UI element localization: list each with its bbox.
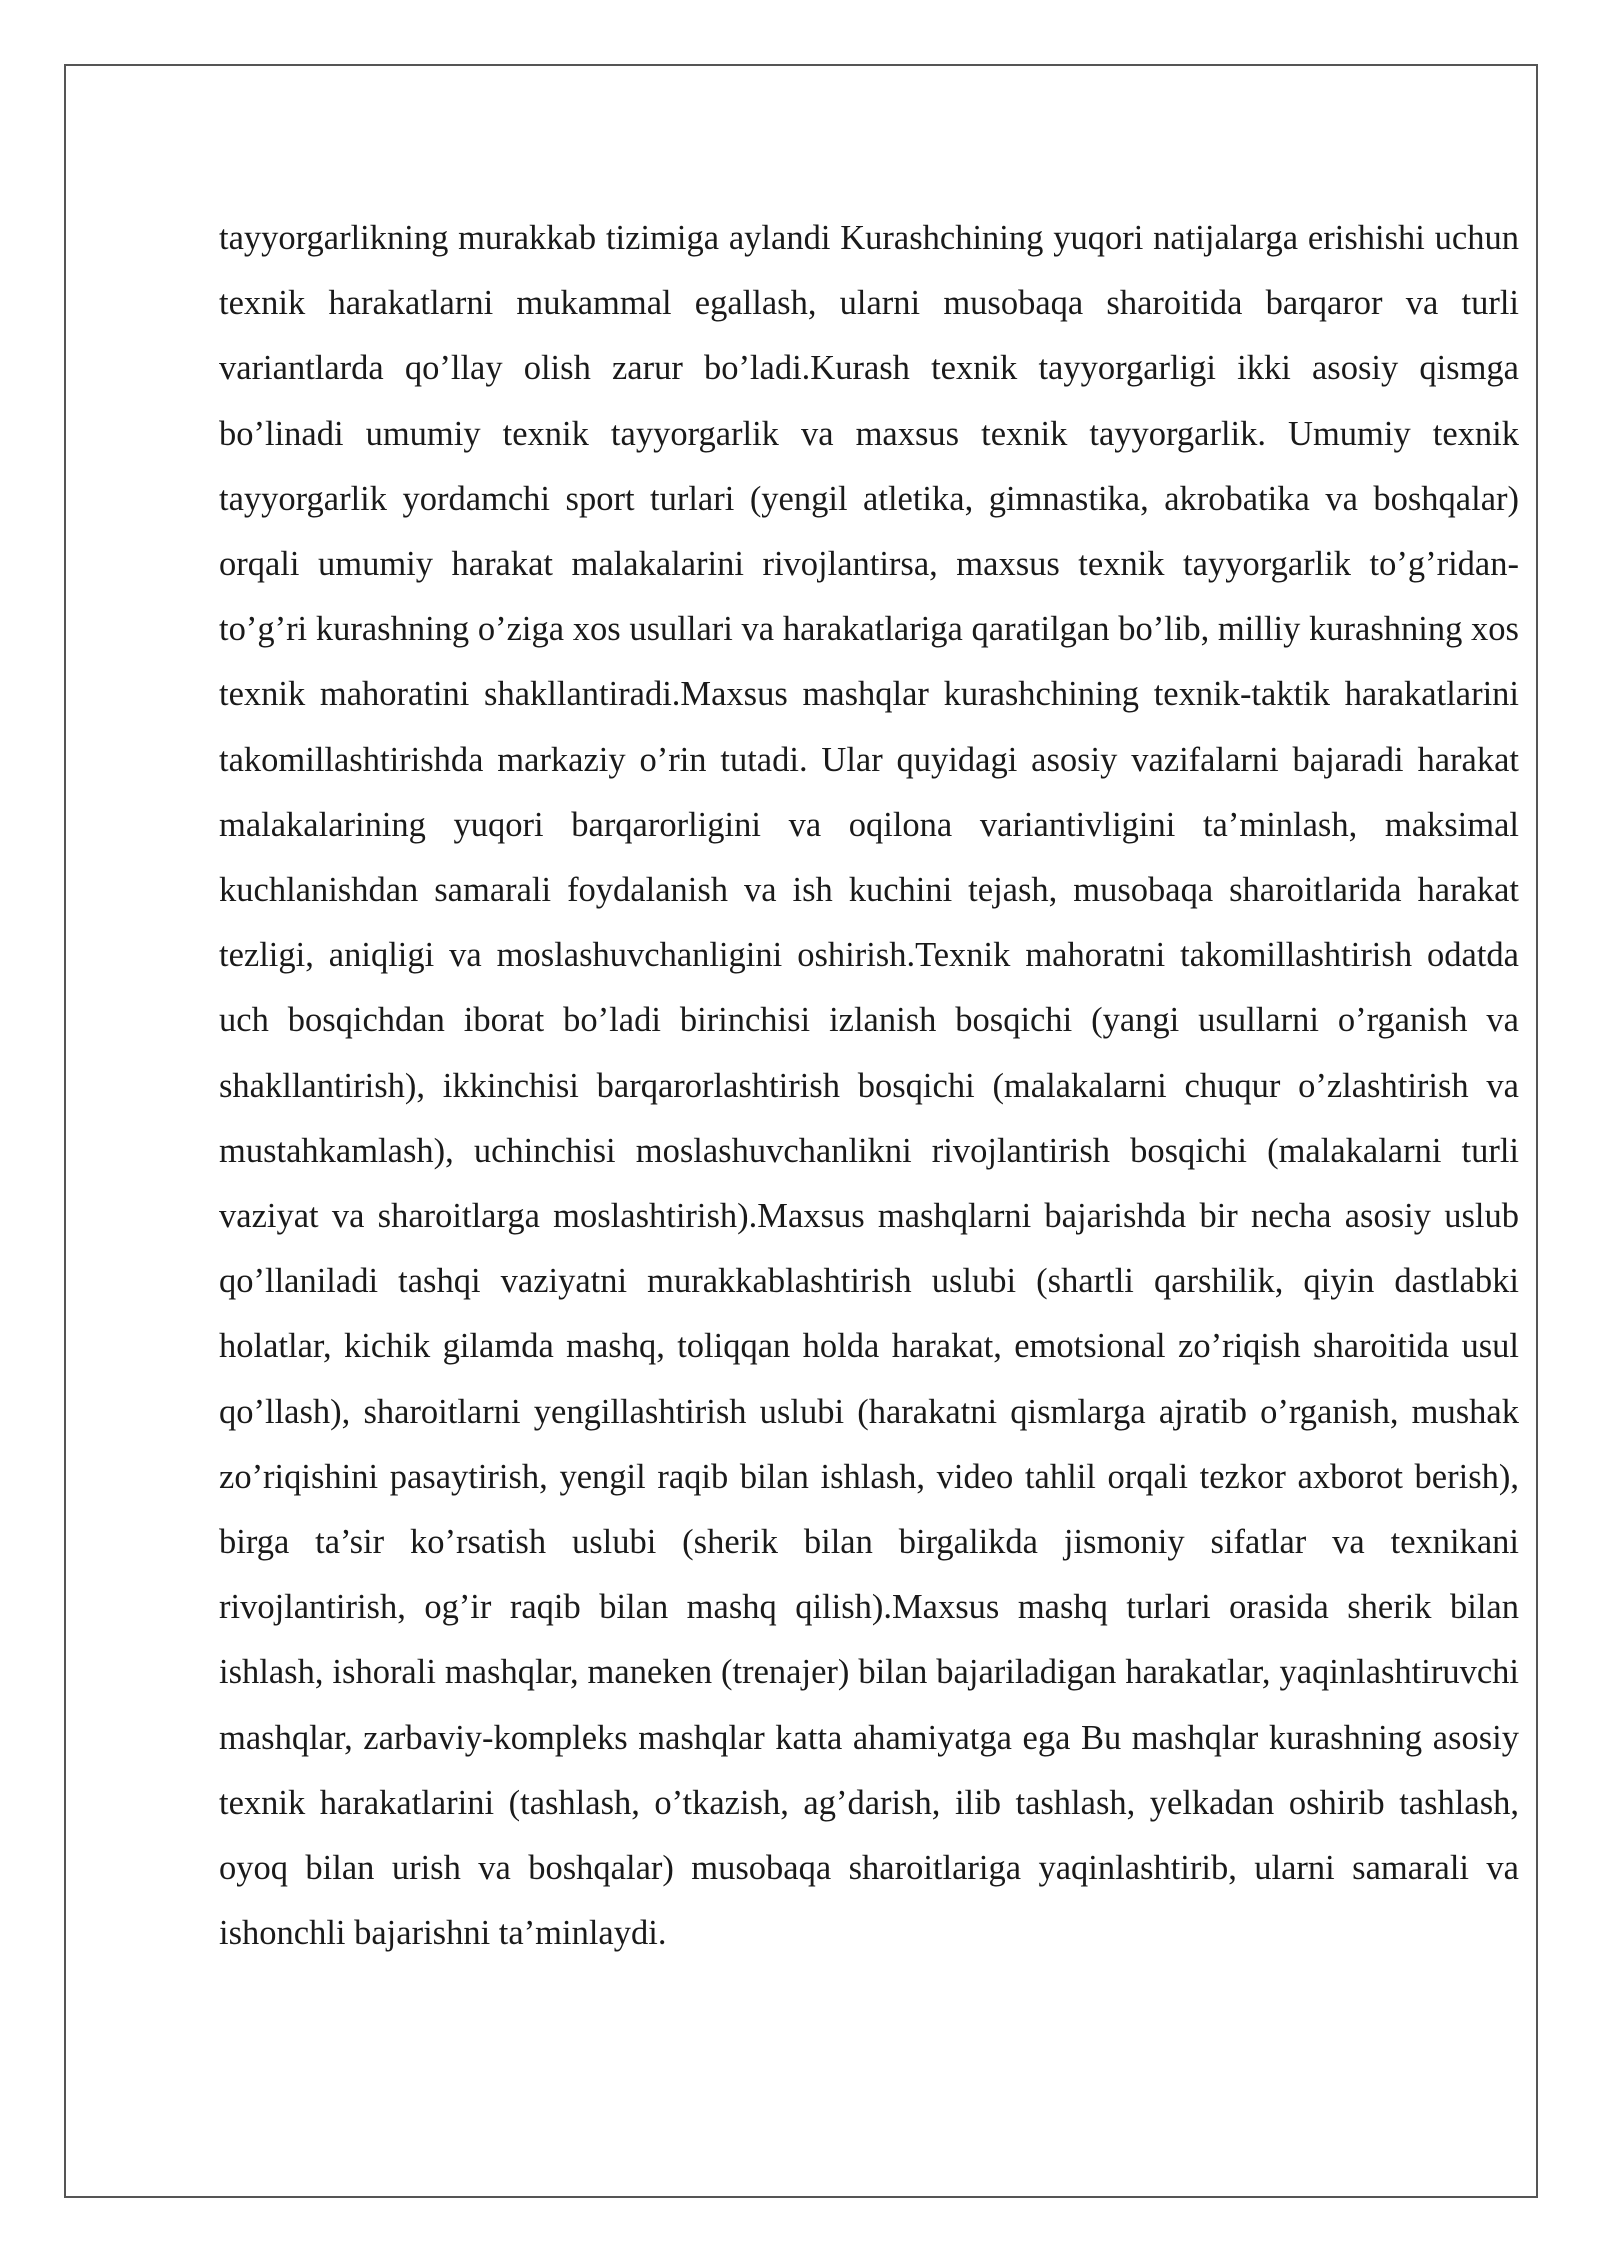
page-body xyxy=(219,206,1519,1966)
page-frame xyxy=(64,64,1538,2198)
body-paragraph: tayyorgarlikning murakkab tizimiga aylandi Kurashchining yuqori natijalarga erishishi uchun texnik harakatlarni mukammal egallash, ularni musobaqa sharoitida barqaror va turli variantlarda qo’llay olish zarur bo’ladi.Kurash texnik tayyorgarligi ikki asosiy qismga bo’linadi umumiy texnik tayyorgarlik va maxsus texnik tayyorgarlik. Umumiy texnik tayyorgarlik yordamchi sport turlari (yengil atletika, gimnastika, akrobatika va boshqalar) orqali umumiy harakat malakalarini rivojlantirsa, maxsus texnik tayyorgarlik to’g’ridan-to’g’ri kurashning o’ziga xos usullari va harakatlariga qaratilgan bo’lib, milliy kurashning xos texnik mahoratini shakllantiradi.Maxsus mashqlar kurashchining texnik-taktik harakatlarini takomillashtirishda markaziy o’rin tutadi. Ular quyidagi asosiy vazifalarni bajaradi harakat malakalarining yuqori barqarorligini va oqilona variantivligini ta’minlash, maksimal kuchlanishdan samarali foydalanish va ish kuchini tejash, musobaqa sharoitlarida harakat tezligi, aniqligi va moslashuvchanligini oshirish.Texnik mahoratni takomillashtirish odatda uch bosqichdan iborat bo’ladi birinchisi izlanish bosqichi (yangi usullarni o’rganish va shakllantirish), ikkinchisi barqarorlashtirish bosqichi (malakalarni chuqur o’zlashtirish va mustahkamlash), uchinchisi moslashuvchanlikni rivojlantirish bosqichi (malakalarni turli vaziyat va sharoitlarga moslashtirish).Maxsus mashqlarni bajarishda bir necha asosiy uslub qo’llaniladi tashqi vaziyatni murakkablashtirish uslubi (shartli qarshilik, qiyin dastlabki holatlar, kichik gilamda mashq, toliqqan holda harakat, emotsional zo’riqish sharoitida usul qo’llash), sharoitlarni yengillashtirish uslubi (harakatni qismlarga ajratib o’rganish, mushak zo’riqishini pasaytirish, yengil raqib bilan ishlash, video tahlil orqali tezkor axborot berish), birga ta’sir ko’rsatish uslubi (sherik bilan birgalikda jismoniy sifatlar va texnikani rivojlantirish, og’ir raqib bilan mashq qilish).Maxsus mashq turlari orasida sherik bilan ishlash, ishorali mashqlar, maneken (trenajer) bilan bajariladigan harakatlar, yaqinlashtiruvchi mashqlar, zarbaviy-kompleks mashqlar katta ahamiyatga ega Bu mashqlar kurashning asosiy texnik harakatlarini (tashlash, o’tkazish, ag’darish, ilib tashlash, yelkadan oshirib tashlash, oyoq bilan urish va boshqalar) musobaqa sharoitlariga yaqinlashtirib, ularni samarali va ishonchli bajarishni ta’minlaydi. xyxy=(219,219,1519,1953)
